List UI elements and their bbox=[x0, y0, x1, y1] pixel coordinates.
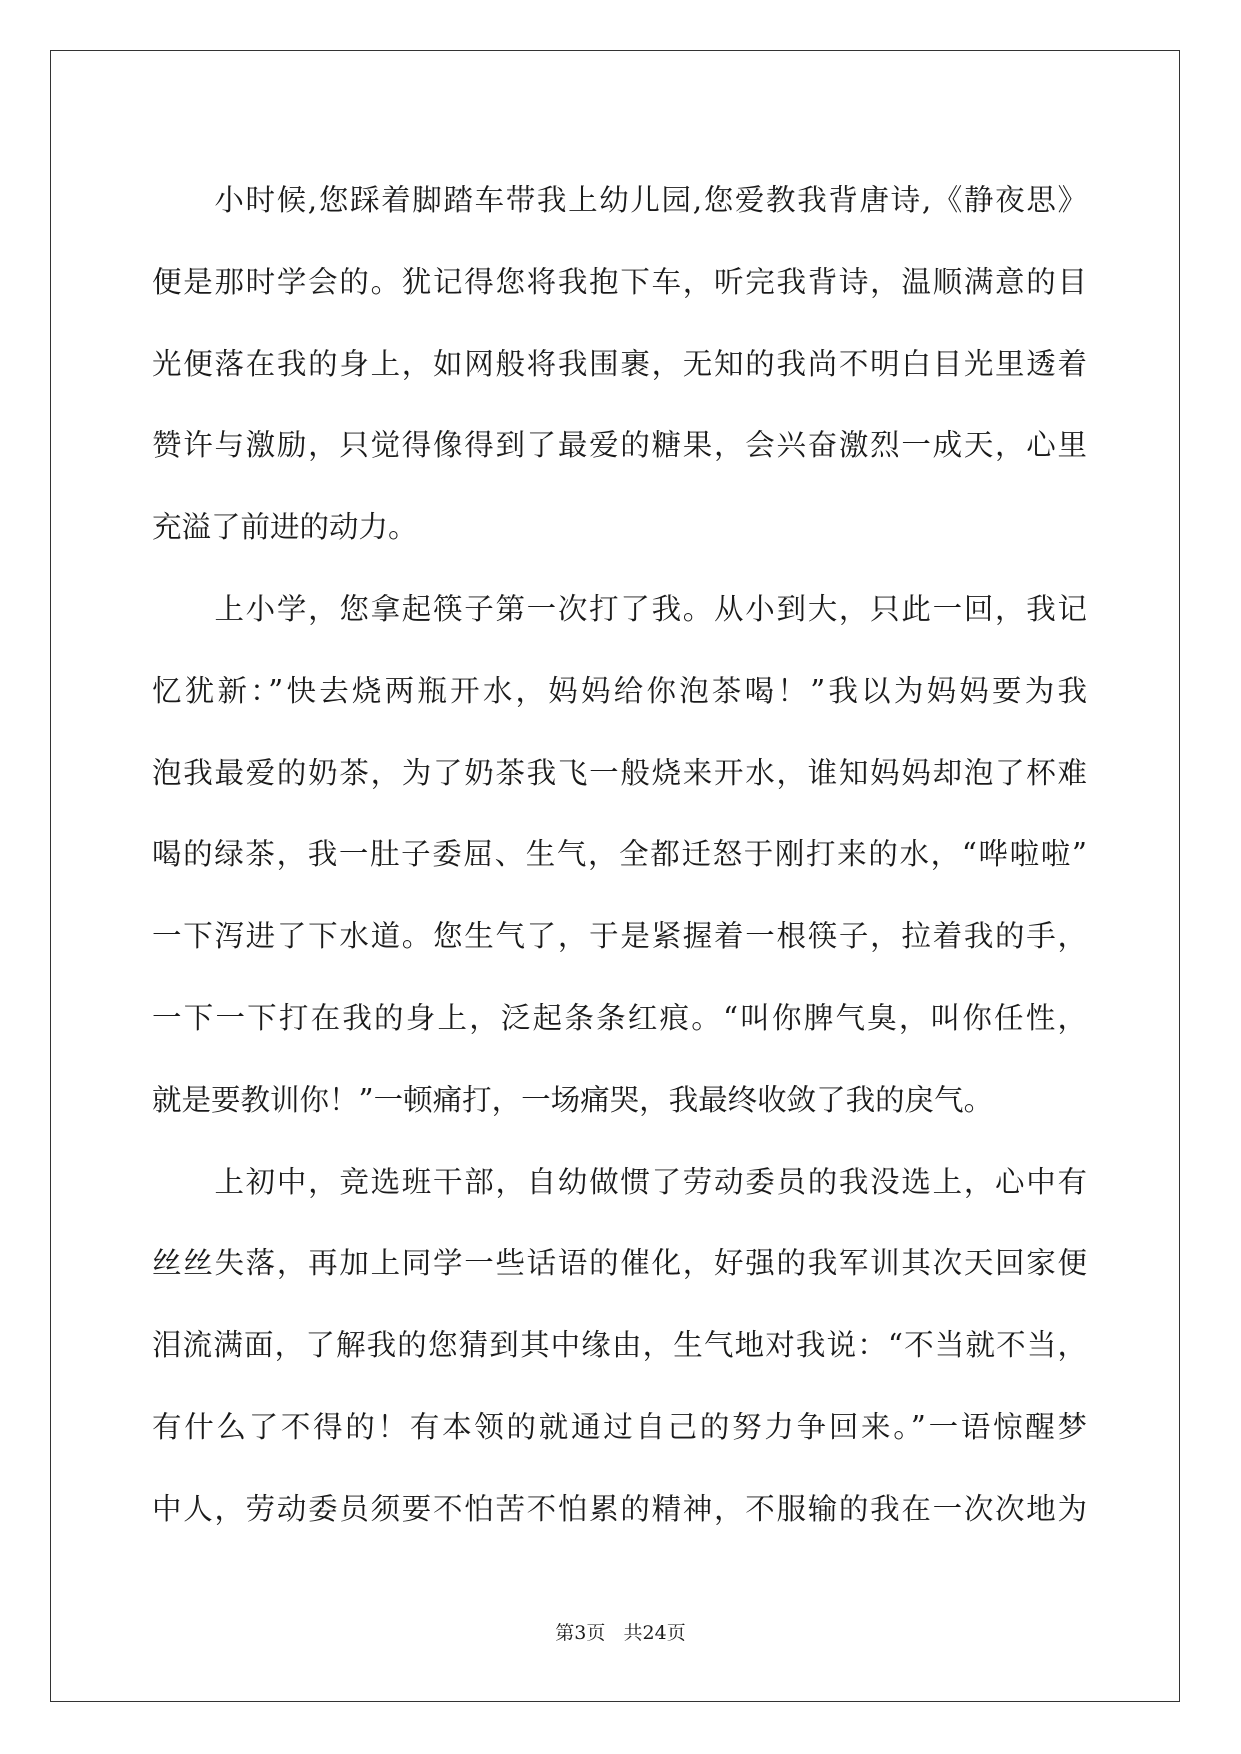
document-body bbox=[152, 160, 1087, 1551]
text-line: 上小学，您拿起筷子第一次打了我。从小到大，只此一回，我记 bbox=[152, 591, 1087, 626]
paragraph-1 bbox=[152, 160, 1087, 569]
text-line: 有什么了不得的！有本领的就通过自己的努力争回来。”一语惊醒梦 bbox=[152, 1409, 1087, 1444]
text-line: 就是要教训你！”一顿痛打，一场痛哭，我最终收敛了我的戾气。 bbox=[152, 1082, 994, 1117]
text-line: 一下一下打在我的身上，泛起条条红痕。“叫你脾气臭，叫你任性， bbox=[152, 1000, 1087, 1035]
page-number: 第3页 bbox=[555, 1622, 606, 1644]
page-total: 共24页 bbox=[623, 1622, 686, 1644]
page-footer bbox=[0, 1618, 1241, 1645]
paragraph-2 bbox=[152, 569, 1087, 1142]
text-line: 忆犹新：”快去烧两瓶开水，妈妈给你泡茶喝！”我以为妈妈要为我 bbox=[152, 673, 1087, 708]
text-line: 丝丝失落，再加上同学一些话语的催化，好强的我军训其次天回家便 bbox=[152, 1246, 1087, 1281]
text-line: 一下泻进了下水道。您生气了，于是紧握着一根筷子，拉着我的手， bbox=[152, 919, 1087, 954]
text-line: 充溢了前进的动力。 bbox=[152, 510, 418, 545]
text-line: 泪流满面，了解我的您猜到其中缘由，生气地对我说：“不当就不当， bbox=[152, 1328, 1087, 1363]
text-line: 光便落在我的身上，如网般将我围裹，无知的我尚不明白目光里透着 bbox=[152, 346, 1087, 381]
text-line: 上初中，竞选班干部，自幼做惯了劳动委员的我没选上，心中有 bbox=[152, 1164, 1087, 1199]
text-line: 赞许与激励，只觉得像得到了最爱的糖果，会兴奋激烈一成天，心里 bbox=[152, 428, 1087, 463]
footer-separator bbox=[605, 1622, 623, 1644]
text-line: 中人，劳动委员须要不怕苦不怕累的精神，不服输的我在一次次地为 bbox=[152, 1491, 1087, 1526]
text-line: 小时候,您踩着脚踏车带我上幼儿园,您爱教我背唐诗,《静夜思》 bbox=[152, 183, 1087, 217]
text-line: 泡我最爱的奶茶，为了奶茶我飞一般烧来开水，谁知妈妈却泡了杯难 bbox=[152, 755, 1087, 790]
text-line: 便是那时学会的。犹记得您将我抱下车，听完我背诗，温顺满意的目 bbox=[152, 264, 1087, 299]
paragraph-3 bbox=[152, 1142, 1087, 1551]
text-line: 喝的绿茶，我一肚子委屈、生气，全都迁怒于刚打来的水，“哗啦啦” bbox=[152, 837, 1087, 872]
